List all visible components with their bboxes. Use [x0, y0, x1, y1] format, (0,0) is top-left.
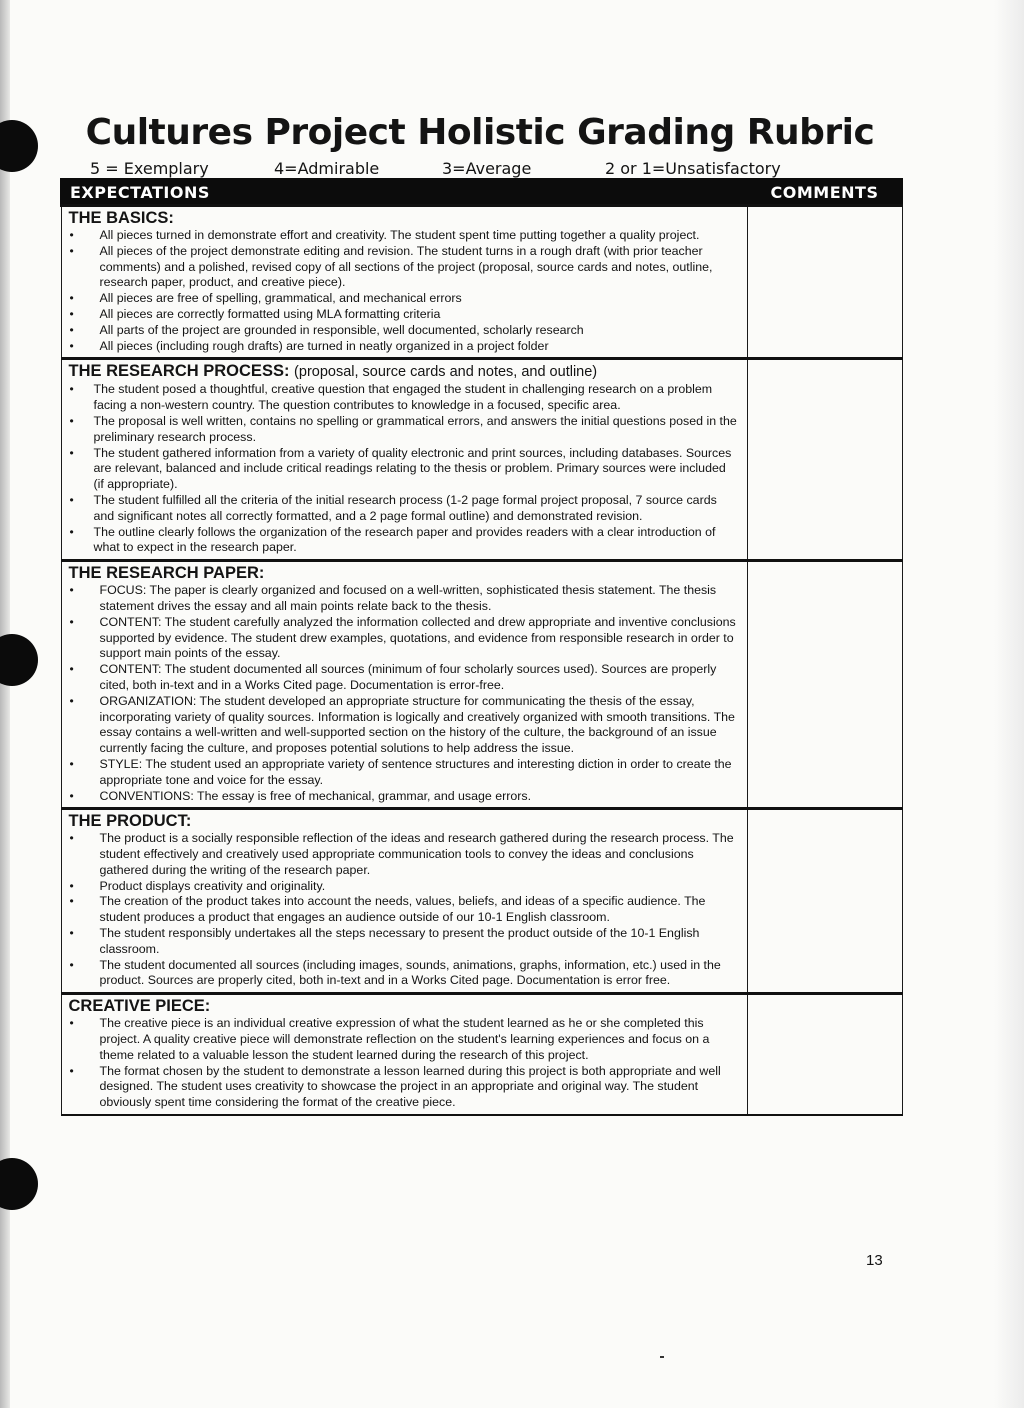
- rating-scale: [60, 159, 900, 179]
- section-subtitle: (proposal, source cards and notes, and outline): [294, 364, 598, 381]
- section-row-research-process: [61, 359, 902, 561]
- page-number: 13: [866, 1252, 883, 1269]
- page-title: Cultures Project Holistic Grading Rubric: [85, 112, 875, 153]
- criteria-item: • The student documented all sources (including images, sounds, animations, graphs, information, etc.) used in the product. Sources are properly cited, both in-text and in a Works Cited page. Documentation is error free.: [69, 958, 739, 990]
- criteria-list: [69, 228, 739, 354]
- binder-hole-bottom: [0, 1158, 38, 1210]
- section-expectations: [61, 561, 747, 809]
- scale-unsatisfactory: 2 or 1=Unsatisfactory: [605, 159, 781, 178]
- scale-average: 3=Average: [442, 159, 532, 178]
- comments-cell[interactable]: [747, 206, 902, 359]
- comments-header: COMMENTS: [747, 179, 902, 206]
- section-title: THE RESEARCH PROCESS:: [68, 362, 290, 381]
- criteria-item: • All pieces are correctly formatted using MLA formatting criteria: [69, 307, 739, 323]
- comments-cell[interactable]: [747, 561, 902, 809]
- criteria-item: • All pieces turned in demonstrate effort and creativity. The student spent time putting together a quality project.: [69, 228, 739, 244]
- criteria-list: [69, 1016, 739, 1111]
- section-title: THE PRODUCT:: [68, 812, 192, 831]
- section-row-creative-piece: [61, 994, 902, 1115]
- rubric-header-row: [61, 179, 902, 206]
- criteria-list: [69, 831, 739, 989]
- section-title: THE BASICS:: [68, 209, 174, 227]
- section-expectations: [61, 206, 747, 359]
- criteria-item: • The product is a socially responsible reflection of the ideas and research gathered during the research process. The student effectively and creatively used appropriate communication tools to convey the ideas and conclusions gathered during the writing of the research paper.: [69, 831, 739, 878]
- scan-speck: [660, 1356, 664, 1358]
- criteria-item: • STYLE: The student used an appropriate variety of sentence structures and interesting diction in order to create the appropriate tone and voice for the essay.: [69, 757, 739, 789]
- binder-hole-top: [0, 120, 38, 172]
- section-row-basics: [61, 206, 902, 359]
- section-title: CREATIVE PIECE:: [68, 997, 211, 1016]
- rubric-table: [60, 178, 903, 1116]
- criteria-item: • The student posed a thoughtful, creative question that engaged the student in challenging research on a problem facing a non-western country. The question contributes to knowledge in a focused, specific area.: [69, 382, 739, 414]
- comments-cell[interactable]: [747, 359, 902, 561]
- criteria-item: • CONVENTIONS: The essay is free of mechanical, grammar, and usage errors.: [69, 789, 739, 805]
- scale-exemplary: 5 = Exemplary: [90, 159, 209, 178]
- section-row-product: [61, 809, 902, 994]
- criteria-list: [69, 583, 739, 804]
- criteria-item: • CONTENT: The student carefully analyzed the information collected and drew appropriate and inventive conclusions supported by evidence. The student drew examples, quotations, and evidence from responsible research in order to support main points of the essay.: [69, 615, 739, 662]
- comments-cell[interactable]: [747, 809, 902, 994]
- criteria-item: • CONTENT: The student documented all sources (minimum of four scholarly sources used). Sources are properly cited, both in-text and in a Works Cited page. Documentation is error-free.: [69, 662, 739, 694]
- section-title: THE RESEARCH PAPER:: [68, 564, 265, 583]
- criteria-item: • All pieces of the project demonstrate editing and revision. The student turns in a rough draft (with prior teacher comments) and a polished, revised copy of all sections of the project (proposal, source cards and notes, outline, research paper, product, and creative piece).: [69, 244, 739, 291]
- criteria-item: • The student gathered information from a variety of quality electronic and print sources, including databases. Sources are relevant, balanced and include critical readings relating to the thesis or problem. Primary sources were included (if appropriate).: [69, 446, 739, 493]
- criteria-item: • The creation of the product takes into account the needs, values, beliefs, and ideas of a specific audience. The student produces a product that engages an audience outside of our 10-1 English classroom.: [69, 894, 739, 926]
- criteria-item: • The creative piece is an individual creative expression of what the student learned as he or she completed this project. A quality creative piece will demonstrate reflection on the student's learning experiences and focus on a theme related to a valuable lesson the student learned during the research of this project.: [69, 1016, 739, 1063]
- criteria-item: • All parts of the project are grounded in responsible, well documented, scholarly research: [69, 323, 739, 339]
- section-row-research-paper: [61, 561, 902, 809]
- criteria-item: • The proposal is well written, contains no spelling or grammatical errors, and answers the initial questions posed in the preliminary research process.: [69, 414, 739, 446]
- criteria-item: • FOCUS: The paper is clearly organized and focused on a well-written, sophisticated thesis statement. The thesis statement drives the essay and all main points relate back to the thesis.: [69, 583, 739, 615]
- section-expectations: [61, 359, 747, 561]
- binder-hole-middle: [0, 634, 38, 686]
- section-expectations: [61, 809, 747, 994]
- criteria-item: • The format chosen by the student to demonstrate a lesson learned during this project is both appropriate and well designed. The student uses creativity to showcase the project in an appropriate and original way. The student obviously spent time considering the format of the creative piece.: [69, 1064, 739, 1111]
- criteria-item: • All pieces (including rough drafts) are turned in neatly organized in a project folder: [69, 339, 739, 355]
- criteria-item: • ORGANIZATION: The student developed an appropriate structure for communicating the thesis of the essay, incorporating variety of quality sources. Information is logically and creatively organized with smooth transitions. The essay contains a well-written and well-supported section on the history of the culture, the background of an issue currently facing the culture, and proposes potential solutions to help address the issue.: [69, 694, 739, 757]
- section-expectations: [61, 994, 747, 1115]
- criteria-list: [69, 382, 739, 556]
- criteria-item: • The student fulfilled all the criteria of the initial research process (1-2 page formal project proposal, 7 source cards and significant notes all correctly formatted, and a 2 page formal outline) and demonstrated revision.: [69, 493, 739, 525]
- criteria-item: • The student responsibly undertakes all the steps necessary to present the product outside of the 10-1 English classroom.: [69, 926, 739, 958]
- criteria-item: • All pieces are free of spelling, grammatical, and mechanical errors: [69, 291, 739, 307]
- expectations-header: EXPECTATIONS: [61, 179, 747, 206]
- scale-admirable: 4=Admirable: [274, 159, 380, 178]
- comments-cell[interactable]: [747, 994, 902, 1115]
- criteria-item: • The outline clearly follows the organization of the research paper and provides readers with a clear introduction of what to expect in the research paper.: [69, 525, 739, 557]
- page-edge-shadow: [994, 0, 1024, 1408]
- criteria-item: • Product displays creativity and originality.: [69, 879, 739, 895]
